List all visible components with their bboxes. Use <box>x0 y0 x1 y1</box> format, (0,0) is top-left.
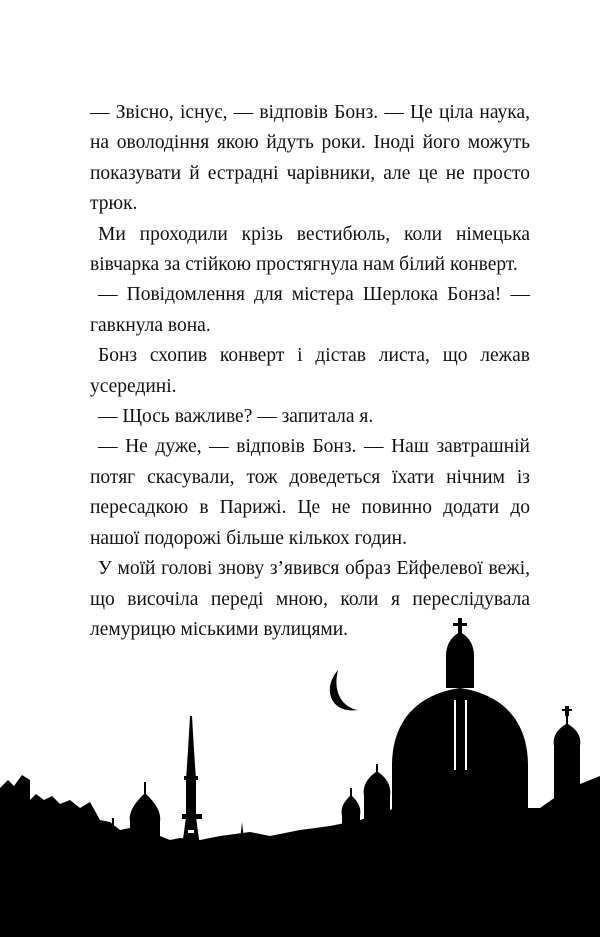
paragraph-1: — Звісно, існує, — відповів Бонз. — Це ціла наука, на оволодіння якою йдуть роки. Іноді його можуть показувати й естрадні чарівники, але це не просто трюк. <box>90 102 530 215</box>
paragraph-4: Бонз схопив конверт і дістав листа, що лежав усередині. <box>90 345 530 397</box>
dome-rib-detail-2 <box>465 700 467 770</box>
right-tower-cross-bar <box>562 709 572 711</box>
large-cathedral-dome <box>392 688 528 890</box>
paragraph-2: Ми проходили крізь вестибюль, коли німецька вівчарка за стійкою простягнула нам білий конверт. <box>90 223 530 276</box>
dome-rib-detail-1 <box>454 700 456 770</box>
paris-skyline-illustration <box>0 590 600 937</box>
paragraph-6: — Не дуже, — відповів Бонз. — Наш завтрашній потяг скасували, тож доведеться їхати нічним із пересадкою в Парижі. Це не повинно додати до нашої подорожі більше кількох годин. <box>90 436 530 549</box>
crescent-moon-icon <box>330 670 358 710</box>
small-dome-middle-2 <box>364 764 391 890</box>
eiffel-window-1 <box>188 830 194 833</box>
eiffel-tower-top <box>184 776 198 780</box>
paragraph-3: — Повідомлення для містера Шерлока Бонза! — гавкнула вона. <box>90 284 530 336</box>
dome-cross-horizontal <box>453 623 467 626</box>
small-dome-middle-1 <box>342 788 361 890</box>
onion-dome-tower-2 <box>130 782 161 890</box>
spire-tower-1 <box>236 822 248 890</box>
paragraph-7: У моїй голові знову з’явився образ Ейфелевої вежі, що височіла переді мною, коли я переслідувала лемурицю міськими вулицями. <box>90 558 530 640</box>
right-dome-tower <box>554 714 581 890</box>
eiffel-tower-platform <box>182 814 202 819</box>
paragraph-5: — Щось важливе? — запитала я. <box>98 406 374 428</box>
large-dome-drum <box>446 632 474 688</box>
body-text <box>90 98 530 645</box>
